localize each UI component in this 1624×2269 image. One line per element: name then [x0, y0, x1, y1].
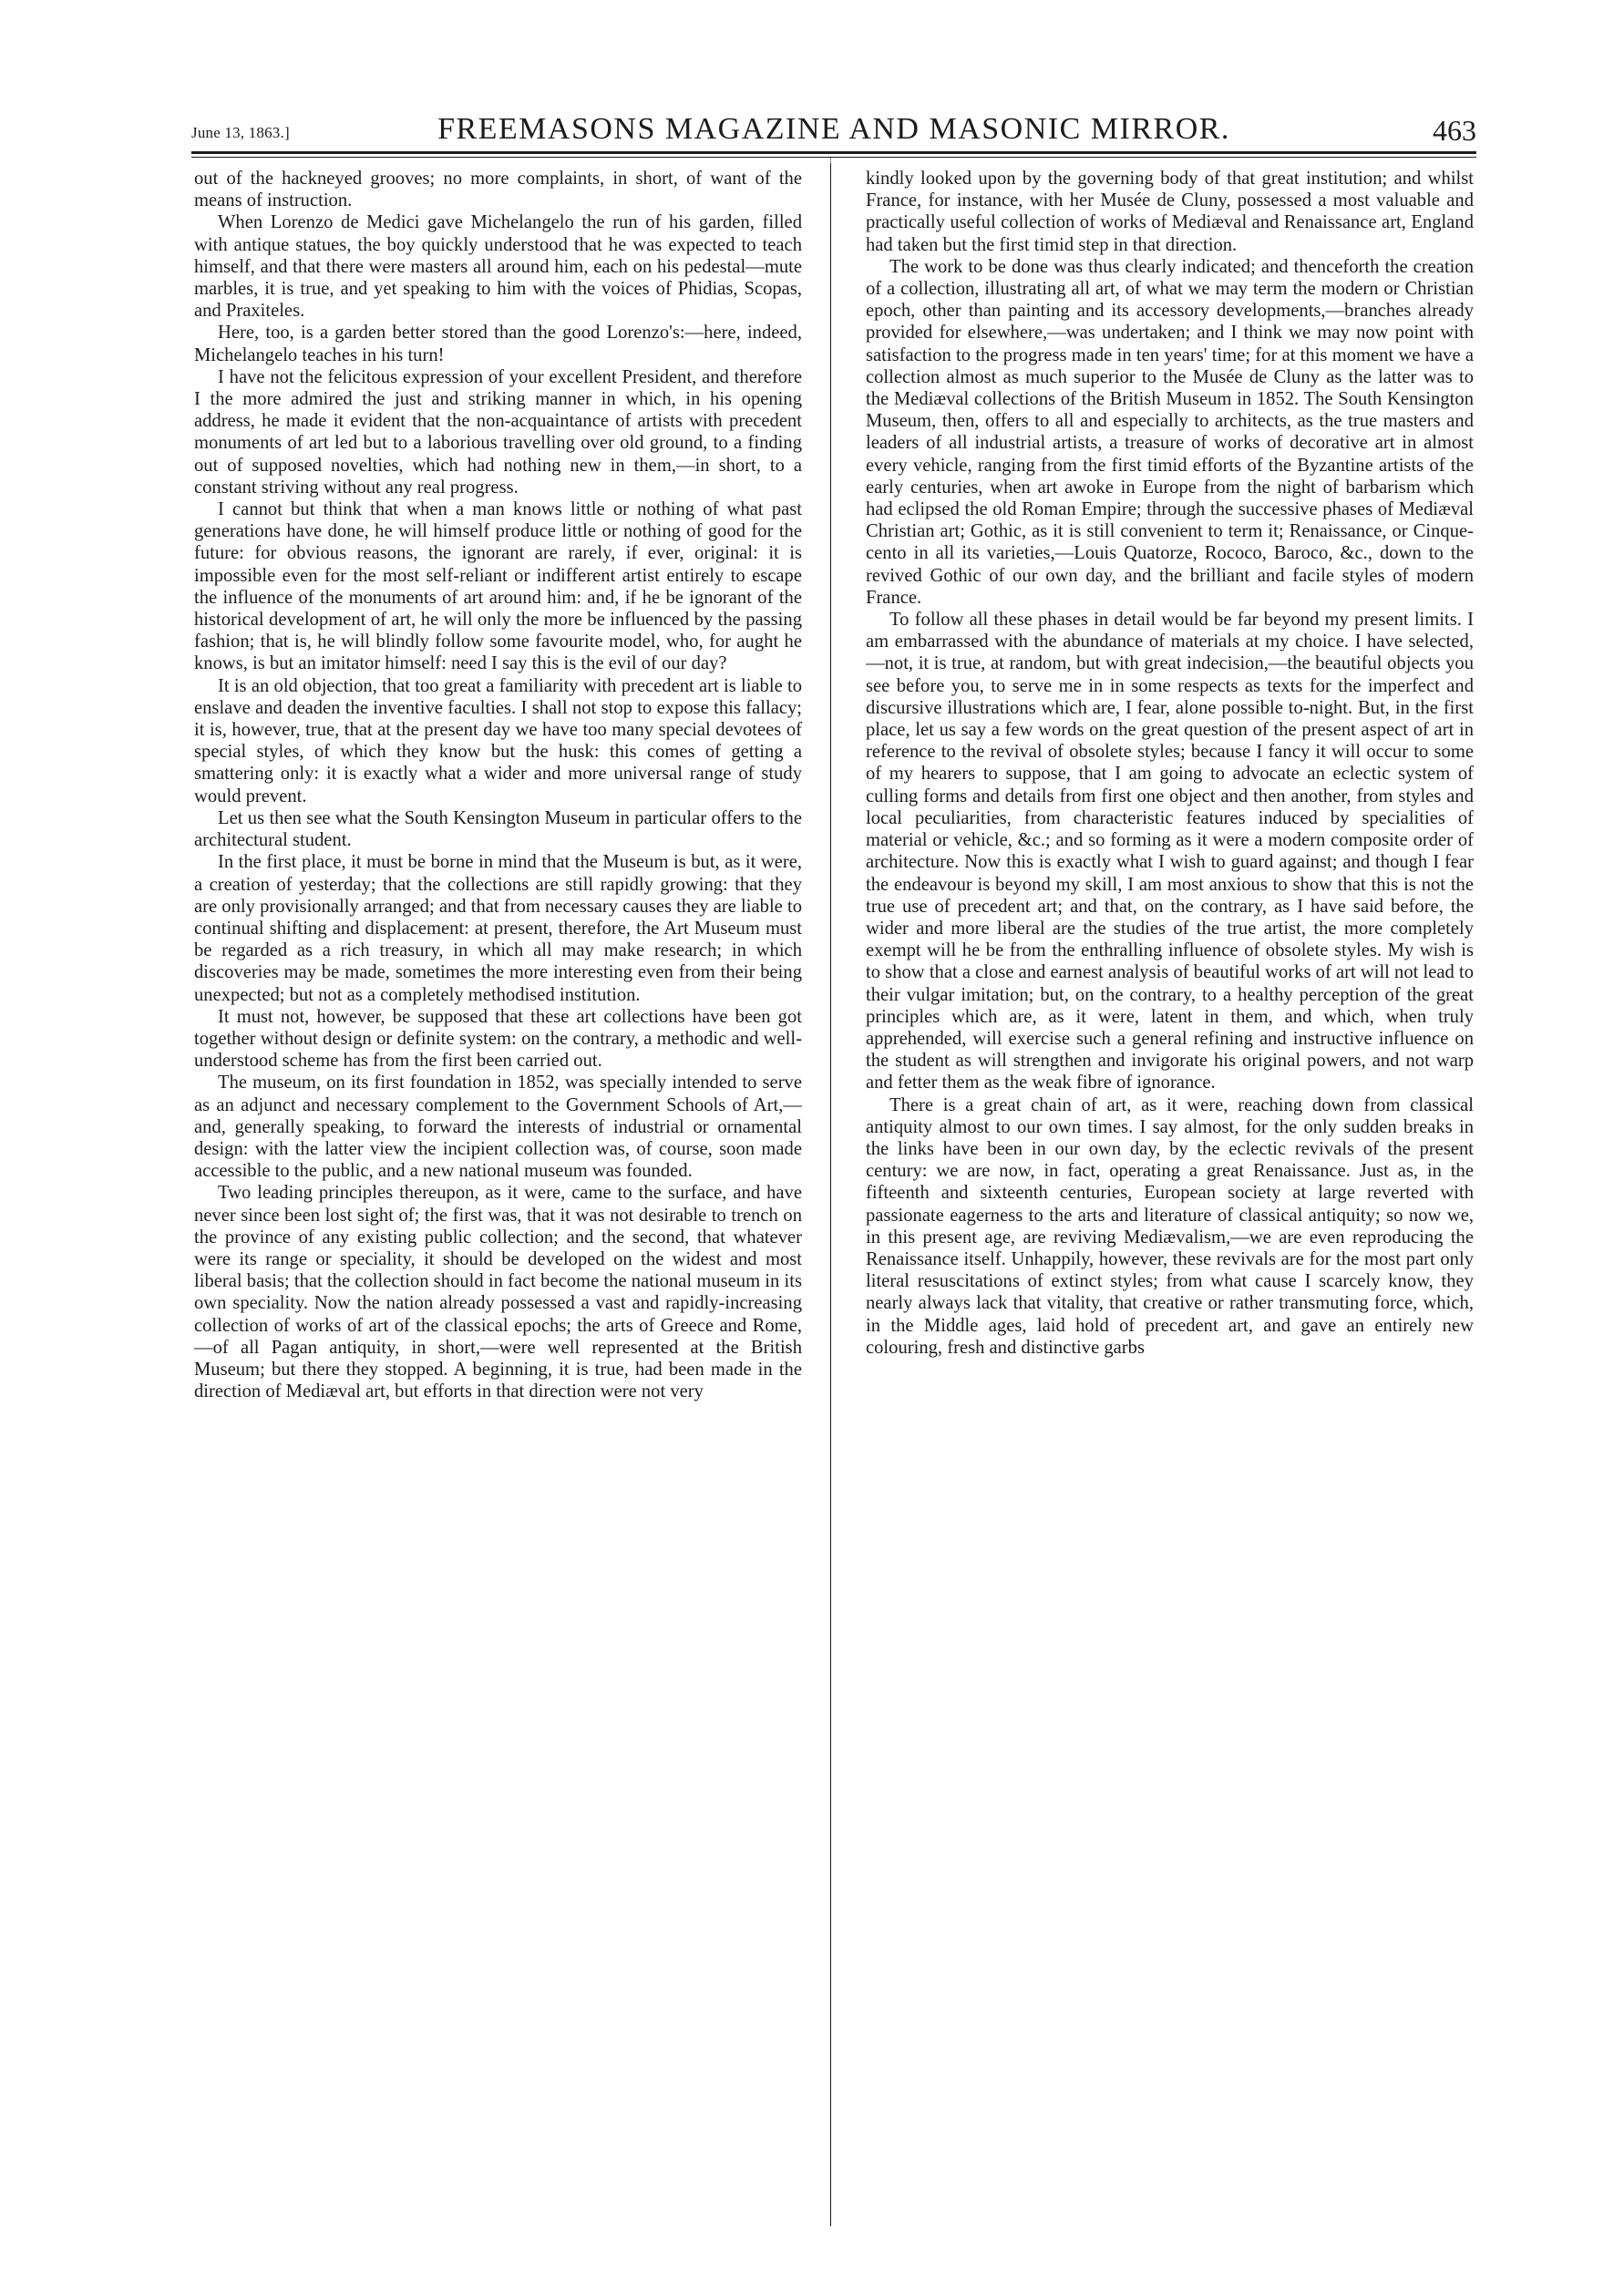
paragraph: The museum, on its first foundation in 1852, was specially intended to serve as an adjunct and necessary complement to the Government Schools of Art,—and, generally speaking, to forward the interests of industrial or ornamental design: with the latter view the incipient collection was, of course, soon made accessible to the public, and a new national museum was founded. — [194, 1073, 802, 1182]
paragraph: Here, too, is a garden better stored than the good Lorenzo's:—here, indeed, Michelangelo teaches in his turn! — [194, 323, 802, 365]
magazine-title: FREEMASONS MAGAZINE AND MASONIC MIRROR. — [437, 112, 1230, 146]
paragraph: kindly looked upon by the governing body of that great institution; and whilst France, for instance, with her Musée de Cluny, possessed a most valuable and practically useful collection of works of Mediæval and Renaissance art, England had taken but the first timid step in that direction. — [866, 169, 1474, 255]
paragraph: To follow all these phases in detail would be far beyond my present limits. I am embarrassed with the abundance of materials at my choice. I have selected,—not, it is true, at random, but with great indecision,—the beautiful objects you see before you, to serve me in in some respects as texts for the imperfect and discursive illustrations which are, I fear, alone possible to-night. But, in the first place, let us say a few words on the great question of the present aspect of art in reference to the revival of obsolete styles; because I fancy it will occur to some of my hearers to suppose, that I am going to advocate an eclectic system of culling forms and details from first one object and then another, from styles and local peculiarities, from characteristic features induced by specialities of material or vehicle, &c.; and so forming as it were a modern composite order of architecture. Now this is exactly what I wish to guard against; and though I fear the endeavour is beyond my skill, I am most anxious to show that this is not the true use of precedent art; and that, on the contrary, as I have said before, the wider and more liberal are the studies of the true artist, the more completely exempt will he be from the enthralling influence of obsolete styles. My wish is to show that a close and earnest analysis of beautiful works of art will not lead to their vulgar imitation; but, on the contrary, to a healthy perception of the great principles which are, as it were, latent in them, and which, when truly apprehended, will exercise such a general refining and instructive influence on the student as will strengthen and invigorate his original powers, and not warp and fetter them as the weak fibre of ignorance. — [866, 610, 1474, 1093]
paragraph: The work to be done was thus clearly indicated; and thenceforth the creation of a collection, illustrating all art, of what we may term the modern or Christian epoch, other than painting and its accessory developments,—branches already provided for elsewhere,—was undertaken; and I think we may now point with satisfaction to the progress made in ten years' time; for at this moment we have a collection almost as much superior to the Musée de Cluny as the latter was to the Mediæval collections of the British Museum in 1852. The South Kensington Museum, then, offers to all and especially to architects, as the true masters and leaders of all industrial artists, a treasure of works of decorative art in almost every vehicle, ranging from the first timid efforts of the Byzantine artists of the early centuries, when art awoke in Europe from the night of barbarism which had eclipsed the old Roman Empire; through the successive phases of Mediæval Christian art; Gothic, as it is still convenient to term it; Renaissance, or Cinque-cento in all its varieties,—Louis Quatorze, Rococo, Baroco, &c., down to the revived Gothic of our own day, and the brilliant and facile styles of modern France. — [866, 256, 1474, 608]
paragraph: I cannot but think that when a man knows little or nothing of what past generations have done, he will himself produce little or nothing of good for the future: for obvious reasons, the ignorant are rarely, if ever, original: it is impossible even for the most self-reliant or indifferent artist entirely to escape the influence of the monuments of art around him: and, if he be ignorant of the historical development of art, he will only the more be influenced by the passing fashion; that is, he will blindly follow some favourite model, who, for aught he knows, is but an imitator himself: need I say this is the evil of our day? — [194, 499, 802, 674]
right-column — [866, 168, 1474, 2223]
paragraph: There is a great chain of art, as it were, reaching down from classical antiquity almost to our own times. I say almost, for the only sudden breaks in the links have been in our own day, by the eclectic revivals of the present century: we are now, in fact, operating a great Renaissance. Just as, in the fifteenth and sixteenth centuries, European society at large reverted with passionate eagerness to the arts and literature of classical antiquity; so now we, in this present age, are reviving Mediævalism,—we are even reproducing the Renaissance itself. Unhappily, however, these revivals are for the most part only literal resuscitations of extinct styles; from what cause I scarcely know, they nearly always lack that vitality, that creative or rather transmuting force, which, in the Middle ages, laid hold of precedent art, and gave an entirely new colouring, fresh and distinctive garbs — [866, 1094, 1474, 1358]
paragraph: It must not, however, be supposed that these art collections have been got together without design or definite system: on the contrary, a methodic and well-understood scheme has from the first been carried out. — [194, 1006, 802, 1072]
paragraph: Two leading principles thereupon, as it were, came to the surface, and have never since been lost sight of; the first was, that it was not desirable to trench on the province of any existing public collection; and the second, that whatever were its range or speciality, it should be developed on the widest and most liberal basis; that the collection should in fact become the national museum in its own speciality. Now the nation already possessed a vast and rapidly-increasing collection of works of art of the classical epochs; the arts of Greece and Rome,—of all Pagan antiquity, in short,—were well represented at the British Museum; but there they stopped. A beginning, it is true, had been made in the direction of Mediæval art, but efforts in that direction were not very — [194, 1183, 802, 1402]
paragraph: I have not the felicitous expression of your excellent President, and therefore I the more admired the just and striking manner in which, in his opening address, he made it evident that the non-acquaintance of artists with precedent monuments of art led but to a laborious travelling over old ground, to a finding out of supposed novelties, which had nothing new in them,—in short, to a constant striving without any real progress. — [194, 366, 802, 498]
paragraph: out of the hackneyed grooves; no more complaints, in short, of want of the means of instruction. — [194, 169, 802, 211]
page-number: 463 — [1433, 114, 1476, 147]
column-divider-dotted — [830, 157, 832, 164]
paragraph: It is an old objection, that too great a familiarity with precedent art is liable to enslave and deaden the inventive faculties. I shall not stop to expose this fallacy; it is, however, true, that at the present day we have too many special devotees of special styles, of which they know but the husk: this comes of getting a smattering only: it is exactly what a wider and more universal range of study would prevent. — [194, 675, 802, 806]
column-divider — [830, 164, 831, 2226]
header-rule-thin — [191, 157, 1476, 158]
left-column — [194, 168, 802, 2223]
paragraph: When Lorenzo de Medici gave Michelangelo the run of his garden, filled with antique statues, the boy quickly understood that he was expected to teach himself, and that there were masters all around him, each on his pedestal—mute marbles, it is true, and yet speaking to him with the voices of Phidias, Scopas, and Praxiteles. — [194, 212, 802, 322]
paragraph: Let us then see what the South Kensington Museum in particular offers to the architectural student. — [194, 807, 802, 851]
issue-date: June 13, 1863.] — [191, 124, 290, 141]
page-header — [191, 111, 1476, 148]
paragraph: In the first place, it must be borne in mind that the Museum is but, as it were, a creation of yesterday; that the collections are still rapidly growing: that they are only provisionally arranged; and that from necessary causes they are liable to continual shifting and displacement: at present, therefore, the Art Museum must be regarded as a rich treasury, in which all may make research; in which discoveries may be made, sometimes the more interesting even from their being unexpected; but not as a completely methodised institution. — [194, 852, 802, 1005]
header-rule-thick — [191, 151, 1476, 154]
